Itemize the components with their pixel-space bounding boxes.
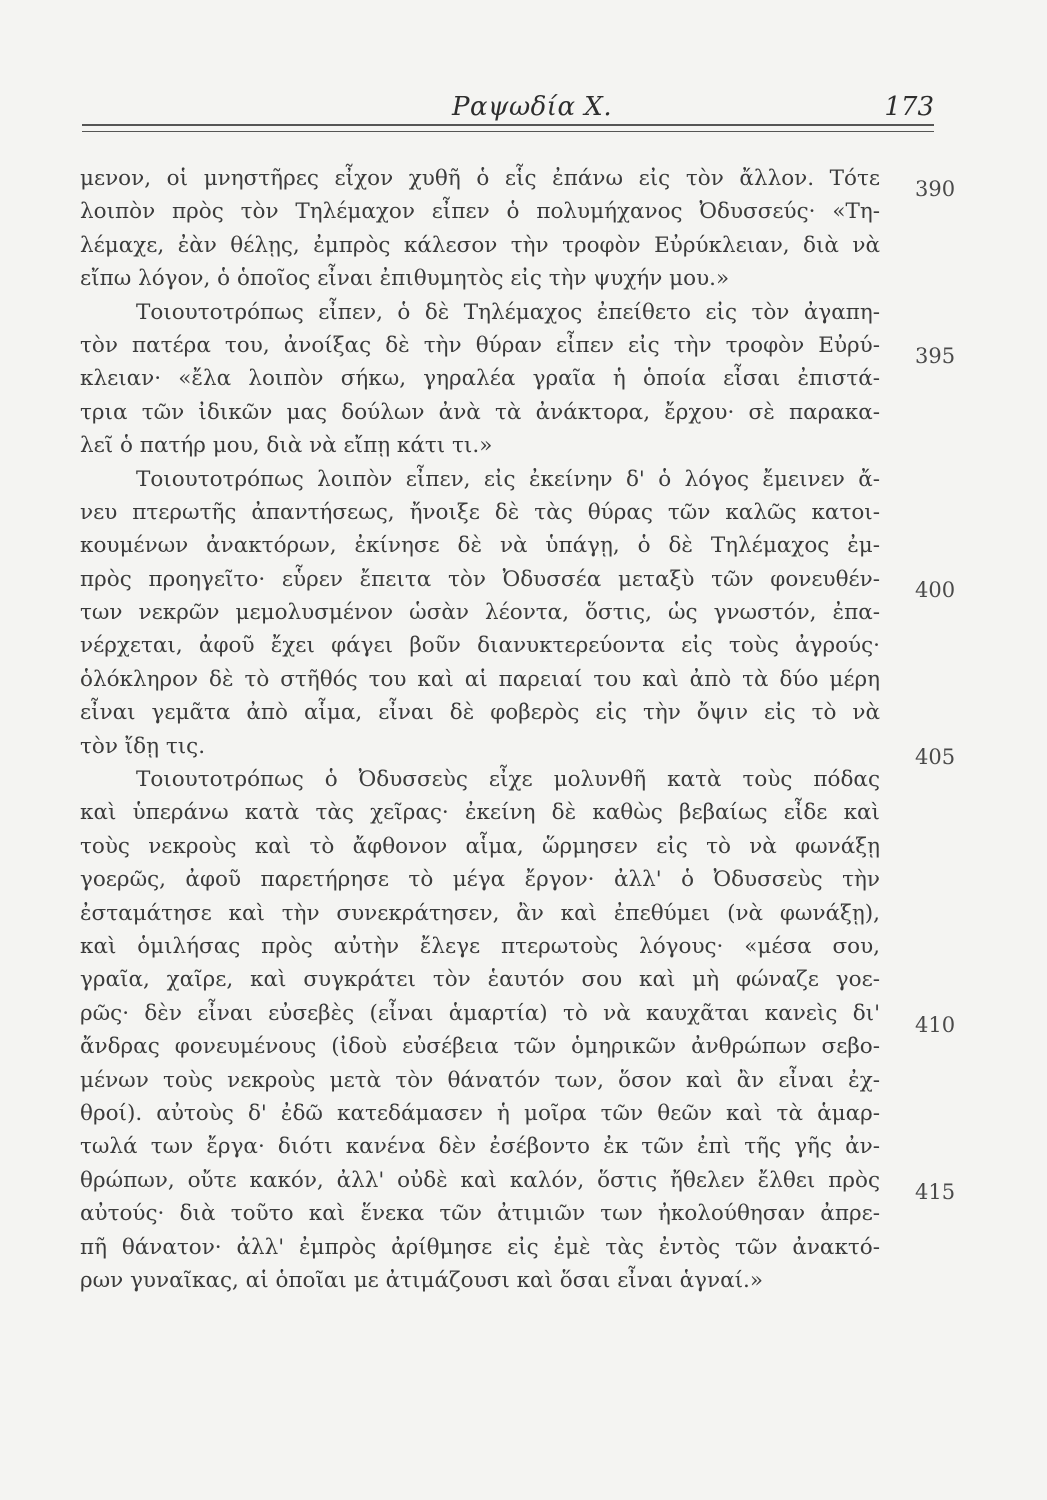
line-number-400: 400 bbox=[915, 578, 956, 602]
text-line: τωλά των ἔργα· διότι κανένα δὲν ἐσέβοντο ἐκ τῶν ἐπὶ τῆς γῆς ἀν- bbox=[80, 1134, 880, 1160]
text-line: των νεκρῶν μεμολυσμένον ὡσὰν λέοντα, ὅστις, ὡς γνωστόν, ἐπα- bbox=[80, 600, 880, 626]
text-line: πῆ θάνατον· ἀλλ' ἐμπρὸς ἀρίθμησε εἰς ἐμὲ τὰς ἐντὸς τῶν ἀνακτό- bbox=[80, 1234, 880, 1260]
text-line: πρὸς προηγεῖτο· εὗρεν ἔπειτα τὸν Ὀδυσσέα μεταξὺ τῶν φονευθέν- bbox=[80, 566, 880, 592]
text-line: καὶ ὁμιλήσας πρὸς αὐτὴν ἔλεγε πτερωτοὺς λόγους· «μέσα σου, bbox=[80, 933, 880, 959]
text-line: λεῖ ὁ πατήρ μου, διὰ νὰ εἴπῃ κάτι τι.» bbox=[80, 433, 493, 459]
page-header bbox=[82, 84, 934, 124]
text-line: ἄνδρας φονευμένους (ἰδοὺ εὐσέβεια τῶν ὁμηρικῶν ἀνθρώπων σεβο- bbox=[80, 1034, 880, 1060]
text-line: Τοιουτοτρόπως εἶπεν, ὁ δὲ Τηλέμαχος ἐπείθετο εἰς τὸν ἀγαπη- bbox=[136, 299, 880, 325]
text-line: μενον, οἱ μνηστῆρες εἶχον χυθῆ ὁ εἷς ἐπάνω εἰς τὸν ἄλλον. Τότε bbox=[80, 166, 880, 191]
text-line: νέρχεται, ἀφοῦ ἔχει φάγει βοῦν διανυκτερεύοντα εἰς τοὺς ἀγρούς· bbox=[80, 633, 880, 659]
text-line: λέμαχε, ἐὰν θέλῃς, ἐμπρὸς κάλεσον τὴν τροφὸν Εὐρύκλειαν, διὰ νὰ bbox=[80, 232, 880, 258]
text-line: γοερῶς, ἀφοῦ παρετήρησε τὸ μέγα ἔργον· ἀλλ' ὁ Ὀδυσσεὺς τὴν bbox=[80, 867, 880, 893]
text-line: τοὺς νεκροὺς καὶ τὸ ἄφθονον αἷμα, ὥρμησεν εἰς τὸ νὰ φωνάξῃ bbox=[80, 833, 880, 859]
header-rule-thick bbox=[82, 124, 934, 126]
line-number-415: 415 bbox=[915, 1180, 956, 1204]
text-line: τρια τῶν ἰδικῶν μας δούλων ἀνὰ τὰ ἀνάκτορα, ἔρχου· σὲ παρακα- bbox=[80, 399, 880, 425]
line-number-405: 405 bbox=[915, 745, 956, 769]
header-rule-thin bbox=[82, 131, 934, 132]
text-line: λοιπὸν πρὸς τὸν Τηλέμαχον εἶπεν ὁ πολυμήχανος Ὀδυσσεύς· «Τη- bbox=[80, 199, 880, 225]
line-number-410: 410 bbox=[915, 1013, 956, 1037]
text-line: εἴπω λόγον, ὁ ὁποῖος εἶναι ἐπιθυμητὸς εἰς τὴν ψυχήν μου.» bbox=[80, 266, 730, 292]
text-line: κλειαν· «ἔλα λοιπὸν σήκω, γηραλέα γραῖα ἡ ὁποία εἶσαι ἐπιστά- bbox=[80, 366, 880, 392]
text-line: τὸν ἴδῃ τις. bbox=[80, 733, 206, 759]
text-line: μένων τοὺς νεκροὺς μετὰ τὸν θάνατόν των, ὅσον καὶ ἂν εἶναι ἐχ- bbox=[80, 1067, 880, 1093]
text-line: νευ πτερωτῆς ἀπαντήσεως, ἤνοιξε δὲ τὰς θύρας τῶν καλῶς κατοι- bbox=[80, 499, 880, 525]
text-line: Τοιουτοτρόπως ὁ Ὀδυσσεὺς εἶχε μολυνθῆ κατὰ τοὺς πόδας bbox=[136, 767, 880, 793]
page-number: 173 bbox=[884, 92, 934, 122]
text-line: θρώπων, οὔτε κακόν, ἀλλ' οὐδὲ καὶ καλόν, ὅστις ἤθελεν ἔλθει πρὸς bbox=[80, 1167, 880, 1193]
text-line: θροί). αὐτοὺς δ' ἐδῶ κατεδάμασεν ἡ μοῖρα τῶν θεῶν καὶ τὰ ἁμαρ- bbox=[80, 1100, 880, 1126]
text-line: τὸν πατέρα του, ἀνοίξας δὲ τὴν θύραν εἶπεν εἰς τὴν τροφὸν Εὐρύ- bbox=[80, 332, 880, 358]
text-line: αὐτούς· διὰ τοῦτο καὶ ἕνεκα τῶν ἀτιμιῶν των ἠκολούθησαν ἀπρε- bbox=[80, 1201, 880, 1227]
line-number-395: 395 bbox=[915, 344, 956, 368]
text-line: κουμένων ἀνακτόρων, ἐκίνησε δὲ νὰ ὑπάγῃ, ὁ δὲ Τηλέμαχος ἐμ- bbox=[80, 533, 880, 559]
running-title: Ραψωδία Χ. bbox=[452, 92, 613, 122]
text-line: ρων γυναῖκας, αἱ ὁποῖαι με ἀτιμάζουσι καὶ ὅσαι εἶναι ἁγναί.» bbox=[80, 1267, 764, 1293]
text-line: εἶναι γεμᾶτα ἀπὸ αἷμα, εἶναι δὲ φοβερὸς εἰς τὴν ὄψιν εἰς τὸ νὰ bbox=[80, 700, 880, 726]
text-line: Τοιουτοτρόπως λοιπὸν εἶπεν, εἰς ἐκείνην δ' ὁ λόγος ἔμεινεν ἄ- bbox=[136, 466, 880, 492]
text-line: ἐσταμάτησε καὶ τὴν συνεκράτησεν, ἂν καὶ ἐπεθύμει (νὰ φωνάξῃ), bbox=[80, 900, 880, 926]
line-number-390: 390 bbox=[915, 177, 956, 201]
body-text bbox=[80, 162, 880, 1297]
text-line: γραῖα, χαῖρε, καὶ συγκράτει τὸν ἑαυτόν σου καὶ μὴ φώναζε γοε- bbox=[80, 967, 880, 993]
text-line: καὶ ὑπεράνω κατὰ τὰς χεῖρας· ἐκείνη δὲ καθὼς βεβαίως εἶδε καὶ bbox=[80, 800, 880, 826]
text-line: ὁλόκληρον δὲ τὸ στῆθός του καὶ αἱ παρειαί του καὶ ἀπὸ τὰ δύο μέρη bbox=[80, 666, 880, 692]
text-line: ρῶς· δὲν εἶναι εὐσεβὲς (εἶναι ἁμαρτία) τὸ νὰ καυχᾶται κανεὶς δι' bbox=[80, 1000, 880, 1026]
